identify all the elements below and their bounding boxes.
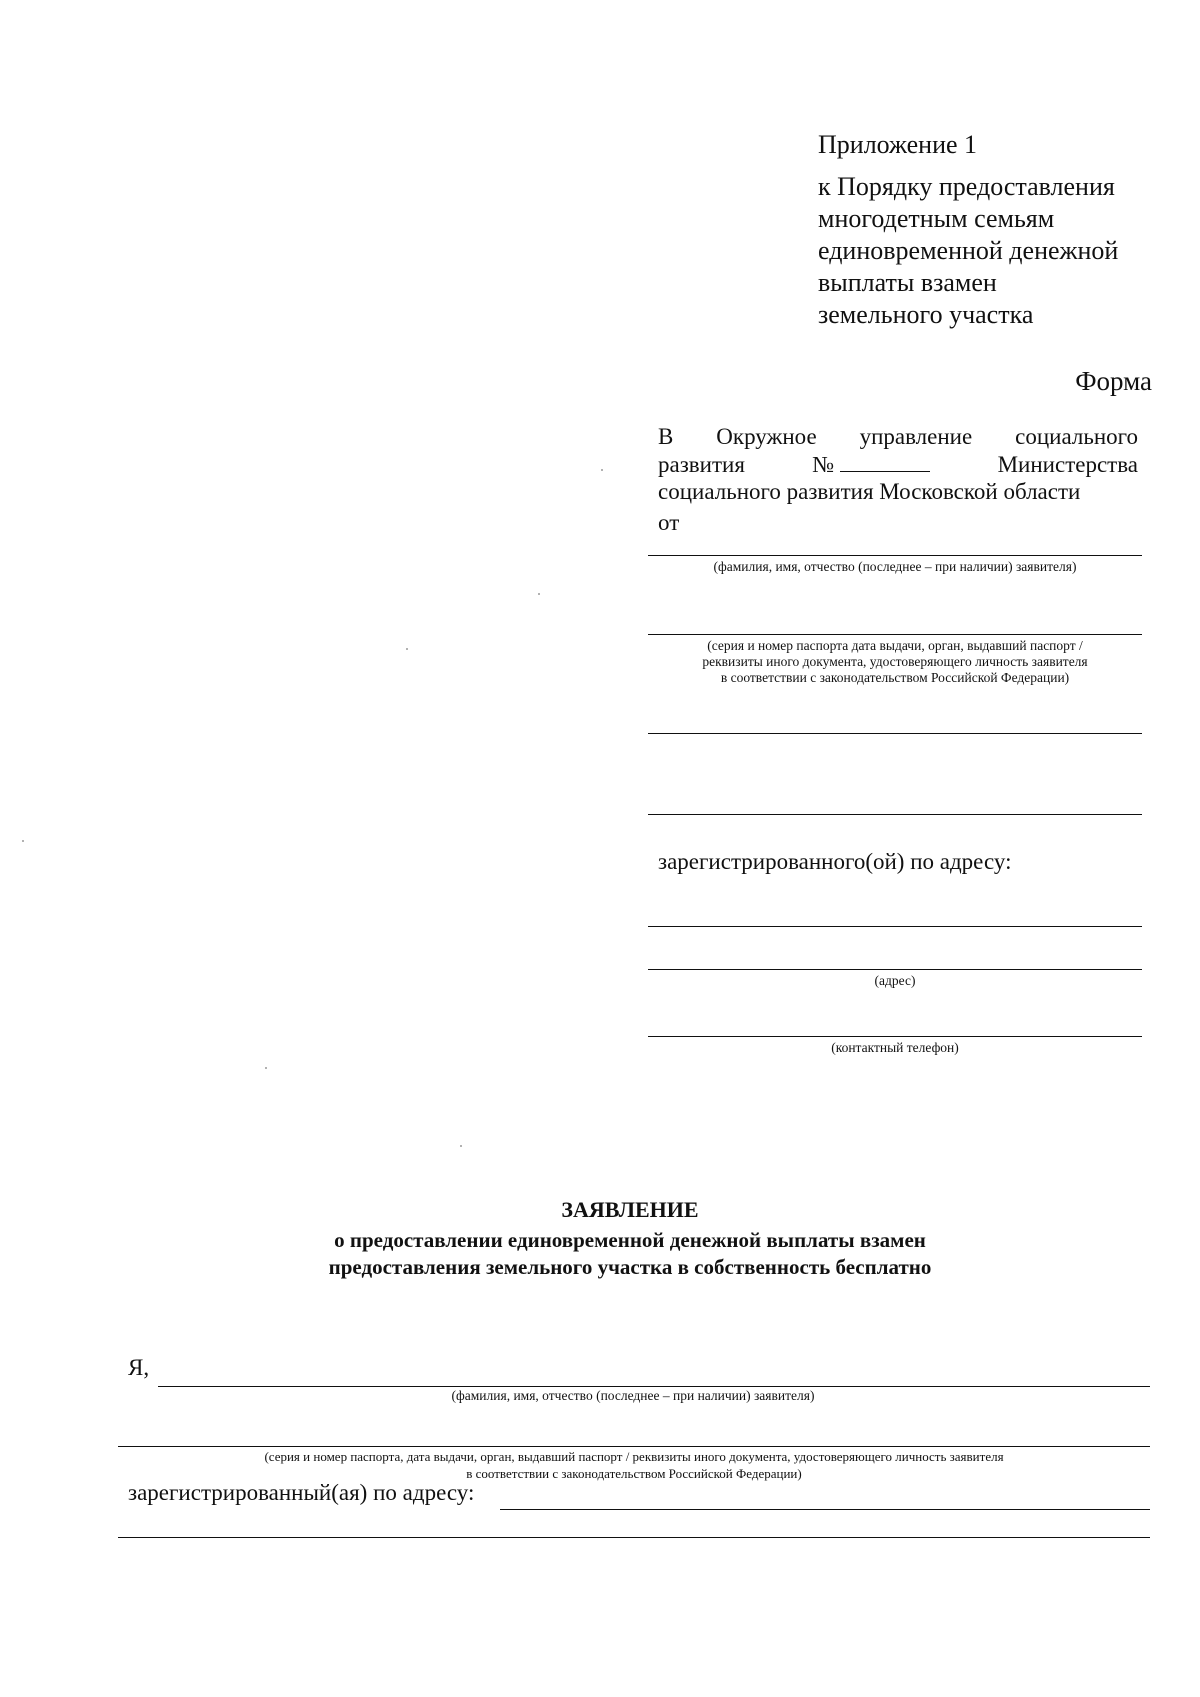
statement-subtitle-line: предоставления земельного участка в собственность бесплатно (328, 1255, 932, 1279)
scan-speck (601, 469, 603, 471)
form-label: Форма (1075, 366, 1152, 396)
phone-caption: (контактный телефон) (831, 1040, 959, 1055)
addressee-line-1 (658, 423, 1138, 450)
addressee-word: Окружное (716, 424, 817, 449)
statement-passport-caption-line: (серия и номер паспорта, дата выдачи, орган, выдавший паспорт / реквизиты иного документа, удостоверяющего личность заявителя (264, 1449, 1004, 1464)
i-label: Я, (128, 1355, 150, 1380)
statement-name-caption: (фамилия, имя, отчество (последнее – при наличии) заявителя) (451, 1388, 815, 1403)
caption-line: реквизиты иного документа, удостоверяющего личность заявителя (702, 654, 1088, 669)
statement-address-field-1[interactable] (500, 1509, 1150, 1510)
applicant-passport-field-2[interactable] (648, 733, 1142, 734)
statement-title: ЗАЯВЛЕНИЕ (561, 1197, 699, 1222)
applicant-passport-field[interactable] (648, 634, 1142, 635)
annex-line: многодетным семьям (818, 204, 1055, 233)
annex-line: единовременной денежной (818, 236, 1119, 265)
statement-passport-caption-line: в соответствии с законодательством Российской Федерации) (466, 1466, 802, 1481)
statement-subtitle-line: о предоставлении единовременной денежной выплаты взамен (334, 1228, 926, 1252)
addressee-word: развития (658, 452, 745, 477)
scan-speck (265, 1067, 267, 1069)
statement-registered-label: зарегистрированный(ая) по адресу: (128, 1480, 475, 1505)
annex-line: выплаты взамен (818, 268, 997, 297)
from-label: от (658, 510, 680, 535)
address-field-1[interactable] (648, 926, 1142, 927)
scan-speck (460, 1145, 462, 1147)
caption-line: (серия и номер паспорта дата выдачи, орган, выдавший паспорт / (707, 638, 1083, 653)
addressee-word: В (658, 424, 674, 449)
applicant-passport-field-3[interactable] (648, 814, 1142, 815)
addressee-word: Министерства (997, 452, 1138, 477)
address-caption: (адрес) (874, 973, 916, 988)
scan-speck (406, 648, 408, 650)
district-number-field[interactable] (840, 451, 930, 472)
number-sign: № (812, 452, 835, 477)
addressee-line-3: социального развития Московской области (658, 479, 1081, 504)
applicant-name-field[interactable] (648, 555, 1142, 556)
caption-line: в соответствии с законодательством Российской Федерации) (720, 670, 1070, 685)
addressee-word: управление (859, 424, 973, 449)
phone-field[interactable] (648, 1036, 1142, 1037)
addressee-line-2 (658, 451, 1138, 478)
district-number (812, 451, 930, 478)
scan-speck (22, 840, 24, 842)
annex-line: земельного участка (818, 300, 1034, 329)
statement-name-field[interactable] (158, 1386, 1150, 1387)
applicant-name-caption: (фамилия, имя, отчество (последнее – при наличии) заявителя) (713, 559, 1077, 574)
addressee-word: социального (1015, 424, 1138, 449)
annex-line: к Порядку предоставления (818, 172, 1115, 201)
statement-address-field-2[interactable] (118, 1537, 1150, 1538)
annex-title: Приложение 1 (818, 130, 978, 159)
applicant-passport-caption (648, 638, 1142, 686)
scan-speck (538, 593, 540, 595)
registered-address-label: зарегистрированного(ой) по адресу: (658, 849, 1012, 874)
address-field-2[interactable] (648, 969, 1142, 970)
statement-passport-field[interactable] (118, 1446, 1150, 1447)
